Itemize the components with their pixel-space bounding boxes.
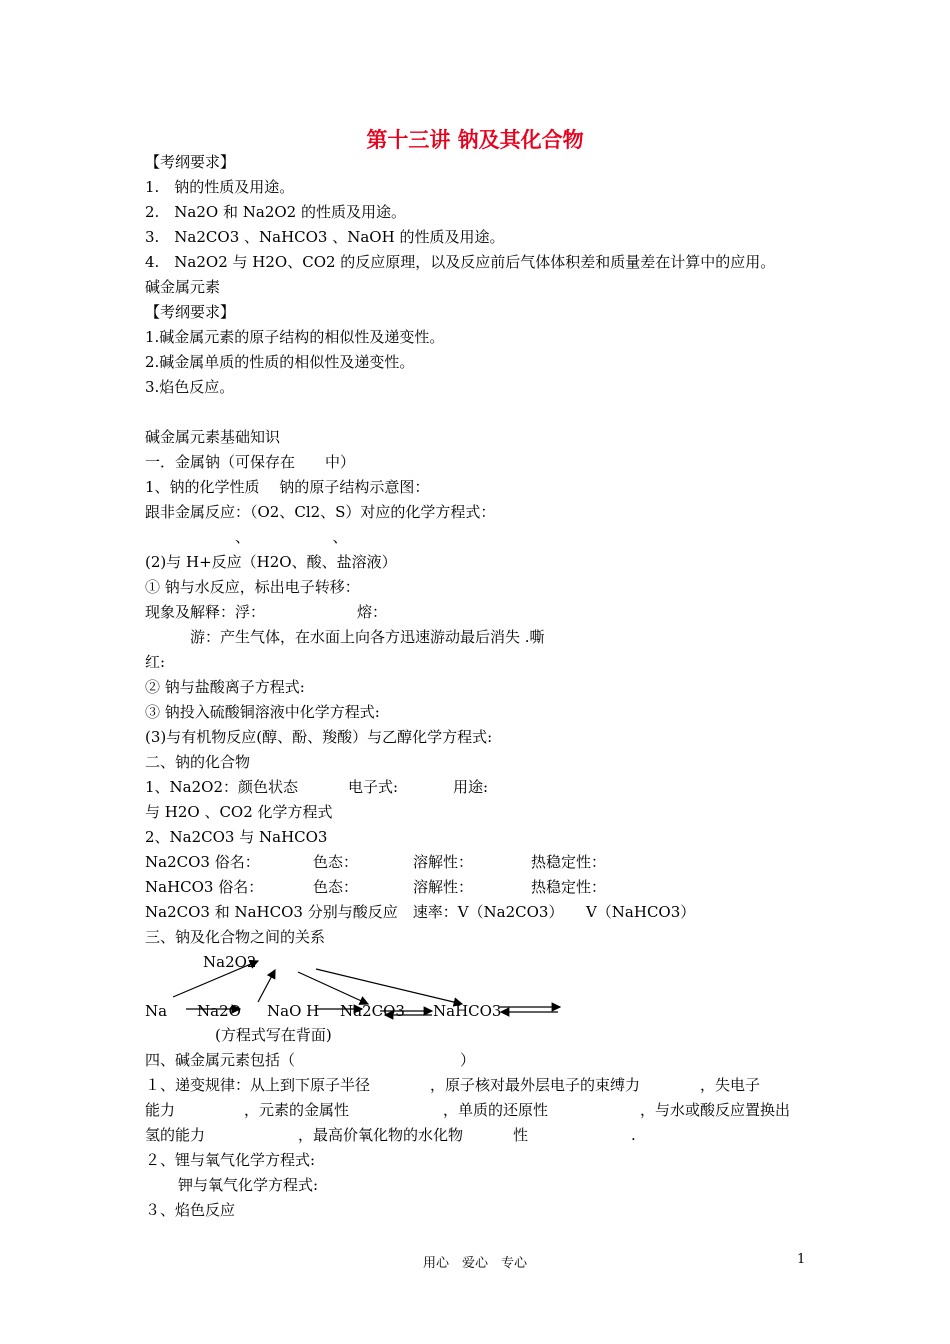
trend-line-2c: ，单质的还原性 bbox=[443, 1101, 549, 1119]
page-footer: 用心 爱心 专心 bbox=[422, 1256, 527, 1271]
diagram-nahco3: NaHCO3 bbox=[433, 1002, 502, 1020]
phenomenon-melt: 熔： bbox=[357, 603, 388, 621]
table-cell: 溶解性： bbox=[413, 878, 474, 896]
diagram-na2o: Na2O bbox=[197, 1002, 241, 1020]
trend-line-2b: ，元素的金属性 bbox=[244, 1101, 350, 1119]
carbonate-heading: 2、Na2CO3 与 NaHCO3 bbox=[145, 828, 328, 846]
alkali-requirement-3: 3.焰色反应。 bbox=[145, 378, 235, 396]
exam-requirements-header-2: 【考纲要求】 bbox=[145, 303, 236, 321]
water-reaction-line: ① 钠与水反应，标出电子转移： bbox=[145, 578, 360, 596]
compounds-heading: 二、钠的化合物 bbox=[145, 753, 251, 771]
na2o2-electron-formula: 电子式: bbox=[348, 778, 399, 796]
diagram-na2co3: Na2CO3 bbox=[340, 1002, 405, 1020]
blank-commas-line: 、 、 bbox=[145, 528, 348, 546]
potassium-line: 钾与氧气化学方程式: bbox=[178, 1176, 319, 1194]
trend-line-3b: ，最高价氧化物的水化物 bbox=[298, 1126, 464, 1144]
table-cell: 色态： bbox=[313, 878, 359, 896]
table-cell: 热稳定性： bbox=[531, 878, 607, 896]
alkali-requirement-2: 2.碱金属单质的性质的相似性及递变性。 bbox=[145, 353, 415, 371]
trend-line-3c: 性 bbox=[513, 1126, 529, 1144]
table-cell: 溶解性： bbox=[413, 853, 474, 871]
trend-line-2a: 能力 bbox=[145, 1101, 176, 1119]
diagram-naoh: NaO H bbox=[267, 1002, 320, 1020]
table-cell: Na2CO3 俗名： bbox=[145, 853, 260, 871]
table-cell: 色态： bbox=[313, 853, 359, 871]
hcl-line: ② 钠与盐酸离子方程式: bbox=[145, 678, 305, 696]
arrow-na-to-na2o2 bbox=[173, 961, 258, 997]
nonmetal-reaction-line: 跟非金属反应：（O2、Cl2、S）对应的化学方程式： bbox=[145, 503, 496, 521]
alkali-heading: 碱金属元素 bbox=[145, 278, 221, 296]
trend-line-2d: ，与水或酸反应置换出 bbox=[640, 1101, 791, 1119]
page-title: 第十三讲 钠及其化合物 bbox=[366, 128, 584, 152]
lithium-line: ２、锂与氧气化学方程式: bbox=[145, 1151, 316, 1169]
arrow-na2o-to-naoh bbox=[258, 970, 275, 1002]
cuso4-line: ③ 钠投入硫酸铜溶液中化学方程式: bbox=[145, 703, 380, 721]
na2o2-line: 1、Na2O2：颜色状态 bbox=[145, 778, 298, 796]
trend-line-3d: . bbox=[631, 1126, 636, 1144]
trend-line-1: １、递变规律：从上到下原子半径 ，原子核对最外层电子的束缚力 ，失电子 bbox=[145, 1076, 761, 1094]
table-cell: 热稳定性： bbox=[531, 853, 607, 871]
h2o-co2-line: 与 H2O 、CO2 化学方程式 bbox=[145, 803, 333, 821]
sodium-metal-line: 一．金属钠（可保存在 中） bbox=[145, 453, 356, 471]
diagram-note: (方程式写在背面) bbox=[215, 1026, 332, 1044]
page-number: 1 bbox=[797, 1252, 806, 1267]
organic-line: (3)与有机物反应(醇、酚、羧酸）与乙醇化学方程式: bbox=[145, 728, 493, 746]
alkali-include-line: 四、碱金属元素包括（ ） bbox=[145, 1051, 476, 1069]
requirement-item-1: 1. 钠的性质及用途。 bbox=[145, 178, 295, 196]
alkali-requirement-1: 1.碱金属元素的原子结构的相似性及递变性。 bbox=[145, 328, 445, 346]
diagram-na: Na bbox=[145, 1002, 168, 1020]
red-line: 红: bbox=[145, 653, 166, 671]
phenomenon-line: 现象及解释：浮： bbox=[145, 603, 266, 621]
h-plus-reaction-line: (2)与 H+反应（H2O、酸、盐溶液） bbox=[145, 553, 397, 571]
requirement-item-4: 4. Na2O2 与 H2O、CO2 的反应原理，以及反应前后气体体积差和质量差在计算中的应用。 bbox=[145, 253, 776, 271]
arrow-na2o2-to-na2co3 bbox=[298, 972, 368, 1004]
requirement-item-3: 3. Na2CO3 、NaHCO3 、NaOH 的性质及用途。 bbox=[145, 228, 505, 246]
chemical-property-line: 1、钠的化学性质 钠的原子结构示意图： bbox=[145, 478, 430, 496]
na2o2-use: 用途: bbox=[453, 778, 489, 796]
diagram-na2o2: Na2O2 bbox=[203, 953, 257, 971]
relation-heading: 三、钠及化合物之间的关系 bbox=[145, 928, 326, 946]
requirement-item-2: 2. Na2O 和 Na2O2 的性质及用途。 bbox=[145, 203, 406, 221]
rate-line: Na2CO3 和 NaHCO3 分别与酸反应 速率：V（Na2CO3） V（NaHCO3） bbox=[145, 903, 696, 921]
arrow-na2o2-to-nahco3 bbox=[316, 969, 462, 1004]
table-cell: NaHCO3 俗名： bbox=[145, 878, 264, 896]
trend-line-3a: 氢的能力 bbox=[145, 1126, 206, 1144]
basics-heading: 碱金属元素基础知识 bbox=[145, 428, 281, 446]
swim-line: 游：产生气体，在水面上向各方迅速游动最后消失 .嘶 bbox=[190, 628, 545, 646]
flame-test-line: ３、焰色反应 bbox=[145, 1201, 236, 1219]
exam-requirements-header: 【考纲要求】 bbox=[145, 153, 236, 171]
